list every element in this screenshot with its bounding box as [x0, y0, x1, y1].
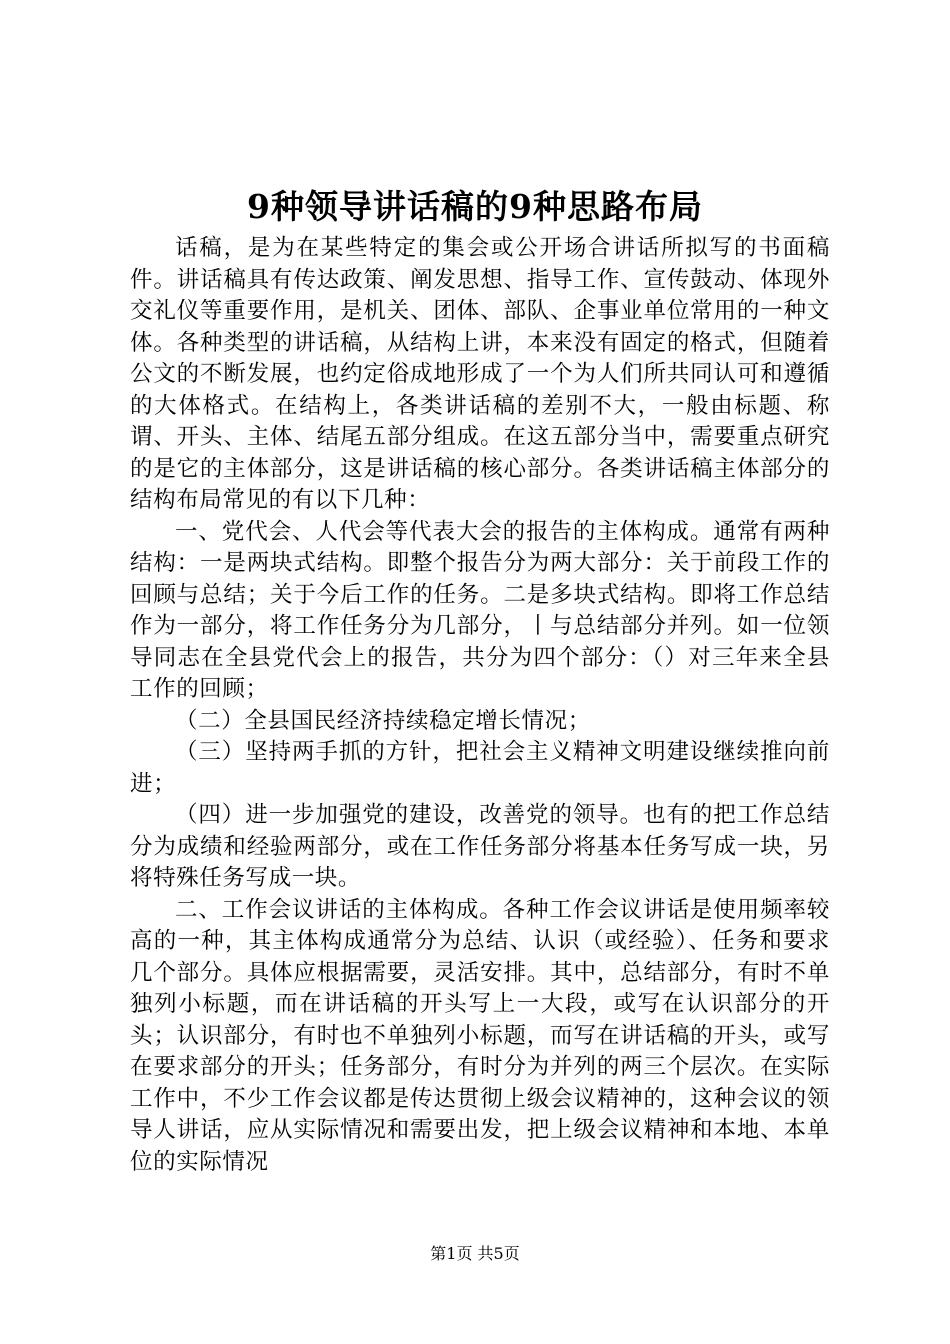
document-body	[130, 233, 830, 1178]
paragraph-intro: 话稿，是为在某些特定的集会或公开场合讲话所拟写的书面稿件。讲话稿具有传达政策、阐发思想、指导工作、宣传鼓动、体现外交礼仪等重要作用，是机关、团体、部队、企事业单位常用的一种文体。各种类型的讲话稿，从结构上讲，本来没有固定的格式，但随着公文的不断发展，也约定俗成地形成了一个为人们所共同认可和遵循的大体格式。在结构上，各类讲话稿的差别不大，一般由标题、称谓、开头、主体、结尾五部分组成。在这五部分当中，需要重点研究的是它的主体部分，这是讲话稿的核心部分。各类讲话稿主体部分的结构布局常见的有以下几种：	[130, 235, 830, 513]
page-number-footer: 第1页 共5页	[430, 1244, 520, 1263]
paragraph-item-2: （二）全县国民经济持续稳定增长情况；	[175, 707, 591, 734]
paragraph-item-4: （四）进一步加强党的建设，改善党的领导。也有的把工作总结分为成绩和经验两部分，或在工作任务部分将基本任务写成一块，另将特殊任务写成一块。	[130, 802, 830, 891]
paragraph-section-1: 一、党代会、人代会等代表大会的报告的主体构成。通常有两种结构：一是两块式结构。即整个报告分为两大部分：关于前段工作的回顾与总结；关于今后工作的任务。二是多块式结构。即将工作总结作为一部分，将工作任务分为几部分，丨与总结部分并列。如一位领导同志在全县党代会上的报告，共分为四个部分：（）对三年来全县工作的回顾；	[130, 518, 830, 702]
paragraph-item-3: （三）坚持两手抓的方针，把社会主义精神文明建设继续推向前进；	[130, 739, 830, 797]
paragraph-section-2: 二、工作会议讲话的主体构成。各种工作会议讲话是使用频率较高的一种，其主体构成通常分为总结、认识（或经验）、任务和要求几个部分。具体应根据需要，灵活安排。其中，总结部分，有时不单独列小标题，而在讲话稿的开头写上一大段，或写在认识部分的开头；认识部分，有时也不单独列小标题，而写在讲话稿的开头，或写在要求部分的开头；任务部分，有时分为并列的两三个层次。在实际工作中，不少工作会议都是传达贯彻上级会议精神的，这种会议的领导人讲话，应从实际情况和需要出发，把上级会议精神和本地、本单位的实际情况	[130, 896, 830, 1175]
document-title: 9种领导讲话稿的9种思路布局	[247, 187, 703, 226]
